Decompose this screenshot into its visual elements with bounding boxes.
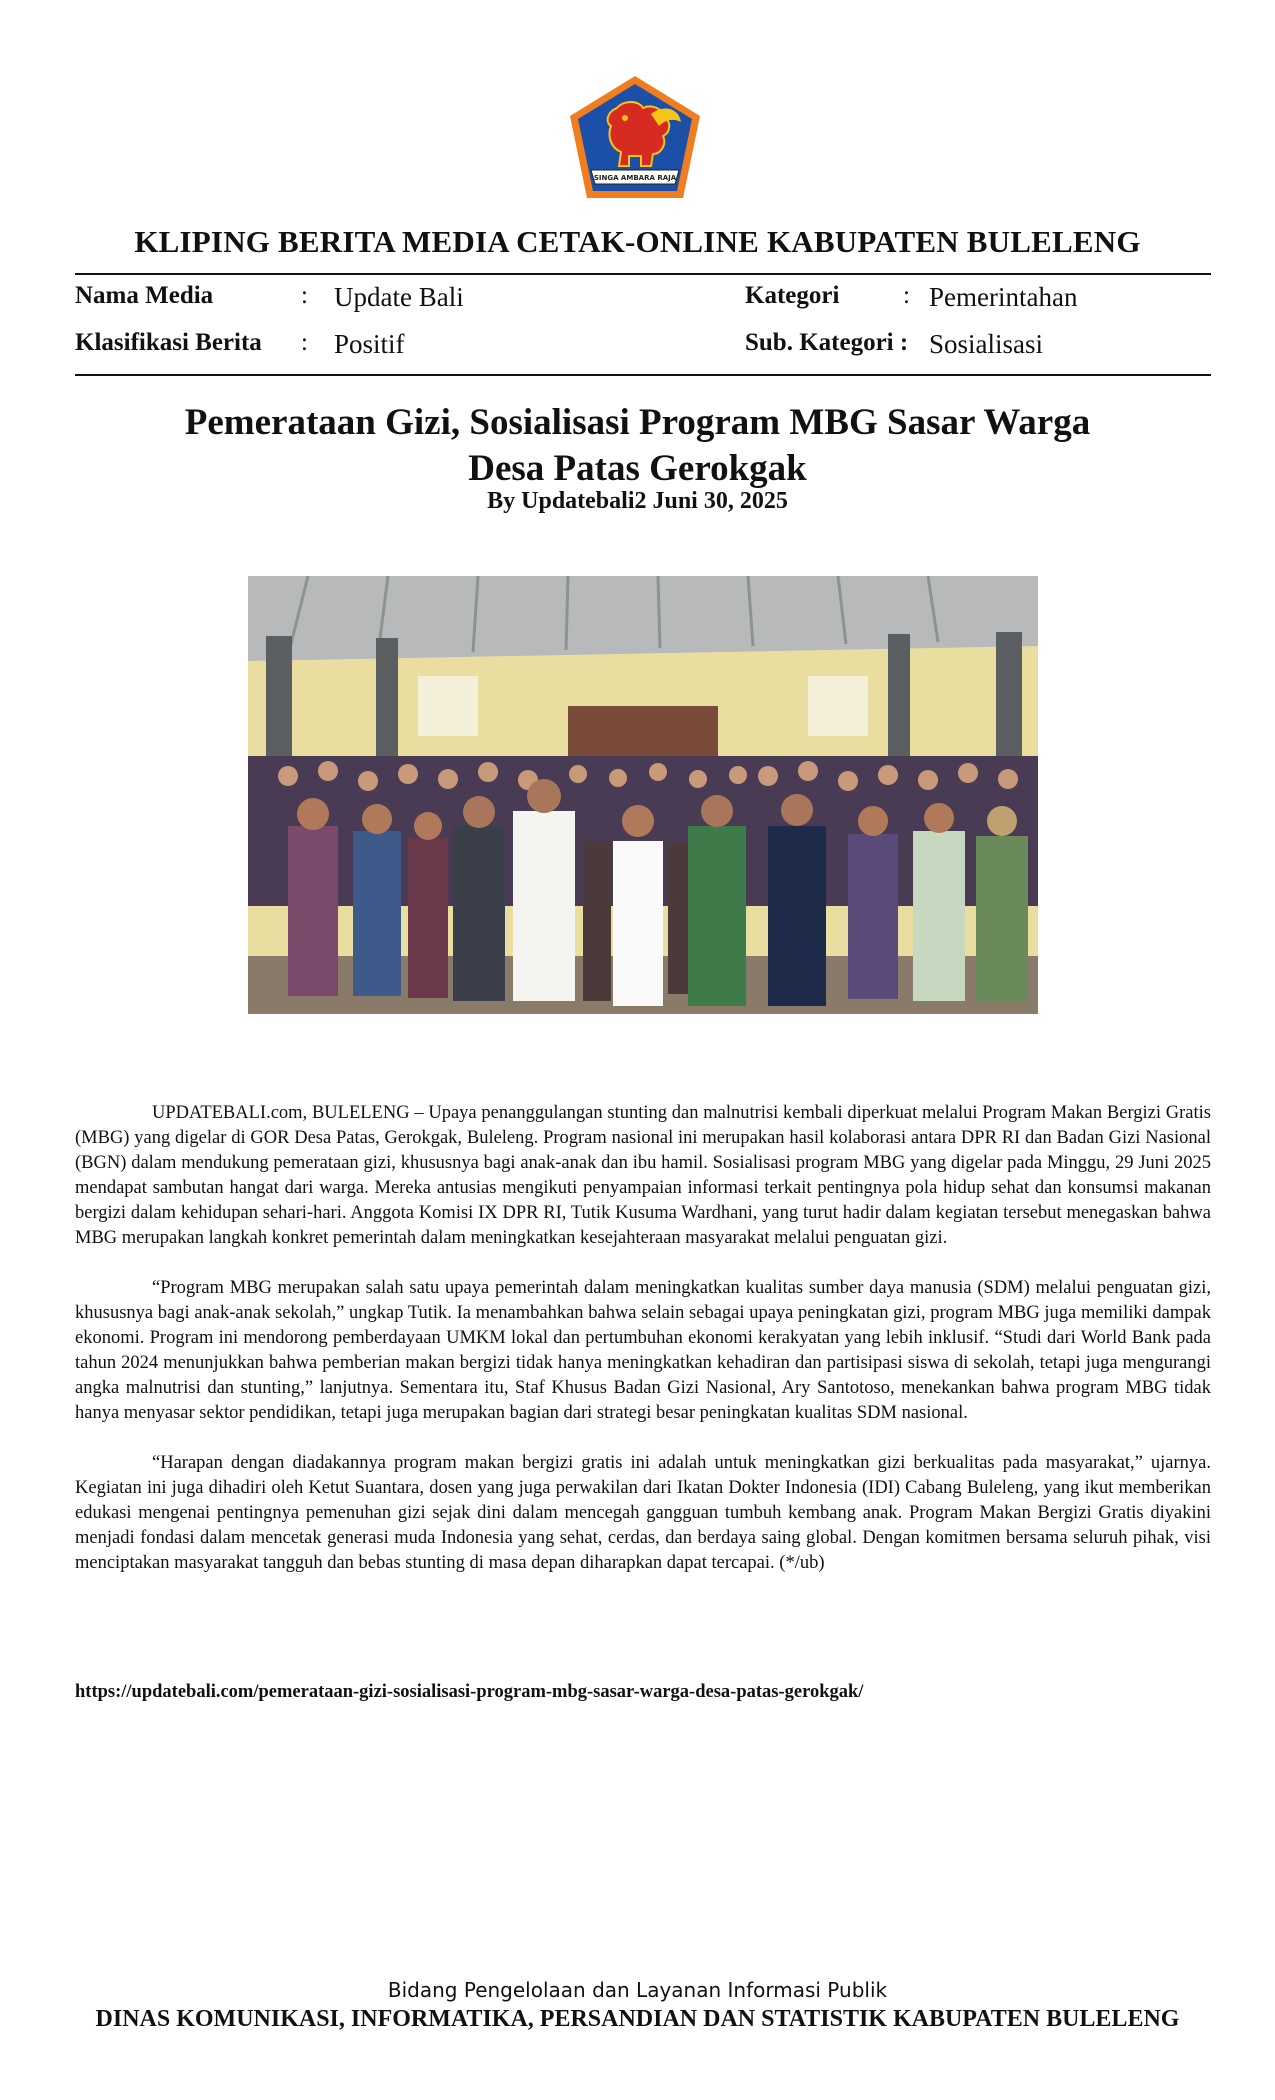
article-title-line-1: Pemerataan Gizi, Sosialisasi Program MBG Sasar Warga <box>184 402 1091 443</box>
clipping-header-title: KLIPING BERITA MEDIA CETAK-ONLINE KABUPATEN BULELENG <box>134 224 1141 259</box>
sub-kategori-label: Sub. Kategori : <box>745 329 909 356</box>
footer-unit-name: Bidang Pengelolaan dan Layanan Informasi Publik <box>387 1978 888 2002</box>
footer-department-name: DINAS KOMUNIKASI, INFORMATIKA, PERSANDIAN DAN STATISTIK KABUPATEN BULELENG <box>95 2006 1180 2032</box>
klasifikasi-berita-value: Positif <box>334 329 405 359</box>
header-divider-bottom <box>75 374 1211 376</box>
kategori-label: Kategori <box>745 282 840 309</box>
meta-separator: : <box>903 282 910 309</box>
meta-separator: : <box>301 282 308 309</box>
article-paragraph-1: UPDATEBALI.com, BULELENG – Upaya penanggulangan stunting dan malnutrisi kembali diperkuat melalui Program Makan Bergizi Gratis (MBG) yang digelar di GOR Desa Patas, Gerokgak, Buleleng. Program nasional ini merupakan hasil kolaborasi antara DPR RI dan Badan Gizi Nasional (BGN) dalam mendukung pemerataan gizi, khususnya bagi anak-anak dan ibu hamil. Sosialisasi program MBG yang digelar pada Minggu, 29 Juni 2025 mendapat sambutan hangat dari warga. Mereka antusias mengikuti penyampaian informasi terkait pentingnya pola hidup sehat dan konsumsi makanan bergizi dalam kehidupan sehari-hari. Anggota Komisi IX DPR RI, Tutik Kusuma Wardhani, yang turut hadir dalam kegiatan tersebut menegaskan bahwa MBG merupakan langkah konkret pemerintah dalam meningkatkan kesejahteraan masyarakat melalui penguatan gizi. <box>75 1103 1211 1248</box>
crowd-photo-illustration <box>248 576 1038 1014</box>
klasifikasi-berita-label: Klasifikasi Berita <box>75 329 262 356</box>
article-paragraph-2: “Program MBG merupakan salah satu upaya pemerintah dalam meningkatkan kualitas sumber daya manusia (SDM) melalui penguatan gizi, khususnya bagi anak-anak sekolah,” ungkap Tutik. Ia menambahkan bahwa selain sebagai upaya peningkatan gizi, program MBG juga memiliki dampak ekonomi. Program ini mendorong pemberdayaan UMKM lokal dan pertumbuhan ekonomi kerakyatan yang lebih inklusif. “Studi dari World Bank pada tahun 2024 menunjukkan bahwa pemberian makan bergizi tidak hanya meningkatkan kehadiran dan partisipasi siswa di sekolah, tetapi juga mengurangi angka malnutrisi dan stunting,” lanjutnya. Sementara itu, Staf Khusus Badan Gizi Nasional, Ary Santotoso, menekankan bahwa program MBG tidak hanya menyasar sektor pendidikan, tetapi juga merupakan bagian dari strategi besar peningkatan kualitas SDM nasional. <box>75 1278 1211 1423</box>
crest-motto: SINGA AMBARA RAJA <box>593 174 677 182</box>
nama-media-value: Update Bali <box>334 282 464 312</box>
nama-media-label: Nama Media <box>75 282 214 309</box>
buleleng-crest-icon <box>567 74 703 202</box>
article-body <box>75 1101 1211 1601</box>
article-title-line-2: Desa Patas Gerokgak <box>468 448 807 489</box>
header-divider-top <box>75 273 1211 275</box>
article-paragraph-3: “Harapan dengan diadakannya program makan bergizi gratis ini adalah untuk meningkatkan gizi berkualitas pada masyarakat,” ujarnya. Kegiatan ini juga dihadiri oleh Ketut Suantara, dosen yang juga perwakilan dari Ikatan Dokter Indonesia (IDI) Cabang Buleleng, yang ikut memberikan edukasi mengenai pentingnya pemenuhan gizi sejak dini dalam mencegah gangguan tumbuh kembang anak. Program Makan Bergizi Gratis diyakini menjadi fondasi dalam mencetak generasi muda Indonesia yang sehat, cerdas, dan berdaya saing global. Dengan komitmen bersama seluruh pihak, visi menciptakan masyarakat tangguh dan bebas stunting di masa depan diharapkan dapat tercapai. (*/ub) <box>75 1453 1211 1573</box>
article-title <box>0 400 1275 492</box>
buleleng-crest-logo <box>567 74 703 202</box>
kategori-value: Pemerintahan <box>929 282 1078 312</box>
meta-separator: : <box>301 329 308 356</box>
article-photo <box>248 576 1038 1014</box>
article-source-link[interactable]: https://updatebali.com/pemerataan-gizi-sosialisasi-program-mbg-sasar-warga-desa-patas-gerokgak/ <box>75 1682 864 1702</box>
article-byline: By Updatebali2 Juni 30, 2025 <box>487 488 788 514</box>
sub-kategori-value: Sosialisasi <box>929 329 1044 359</box>
